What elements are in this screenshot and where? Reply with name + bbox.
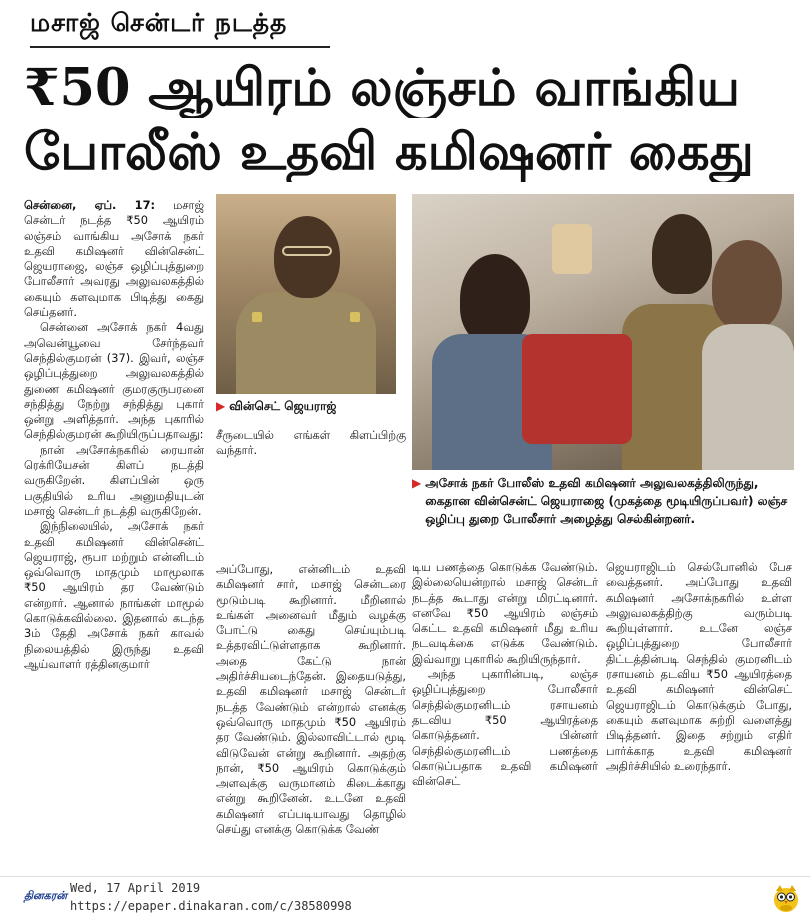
arrest-photo <box>412 194 794 470</box>
glasses-shape <box>282 246 332 256</box>
head-shape <box>274 216 340 298</box>
hand-covering-face <box>552 224 592 274</box>
article-paragraph <box>24 198 204 320</box>
article-kicker: மசாஜ் சென்டர் நடத்த <box>30 8 330 48</box>
triangle-right-icon: ▶ <box>412 476 422 490</box>
article-paragraph: அப்போது, என்னிடம் உதவி கமிஷனர் சார், மசாஜ் சென்டரை மூடும்படி கூறினார். மீறினால் உங்கள் அனைவர் மீதும் வழக்கு போட்டு கைது செய்யும்படி உத்தரவிட்டுள்ளதாக கூறினார். அதை கேட்டு நான் அதிர்ச்சியடைந்தேன். இதையடுத்து, உதவி கமிஷனர் மசாஜ் சென்டர் நடத்த வேண்டும் என்றால் எனக்கு ஒவ்வொரு மாதமும் ₹50 ஆயிரம் தர வேண்டும். இல்லாவிட்டால் மூடி விடுவேன் என்று கூறினார். அதற்கு நான், ₹50 ஆயிரம் கொடுக்கும் அளவுக்கு வருமானம் கிடைக்காது என்று கூறினேன். உடனே உதவி கமிஷனர் எப்படியாவது தொழில் செய்து எனக்கு கொடுக்க வேண் <box>216 562 406 837</box>
caption-text: வின்செட் ஜெயராஜ் <box>229 399 337 413</box>
article-paragraph: ஜெயராஜிடம் செல்போனில் பேச வைத்தனர். அப்போது உதவி கமிஷனர் அசோக்நகரில் உள்ள அலுவலகத்திற்கு வரும்படி கூறியுள்ளார். உடனே லஞ்ச ஒழிப்புத்துறை போலீசார் திட்டத்தின்படி செந்தில் குமரனிடம் ரசாயனம் தடவிய ₹50 ஆயிரத்தை உதவி கமிஷனர் வின்செட் ஜெயராஜிடம் கொடுக்கும் போது, கையும் களவுமாக சுற்றி வளைத்து பிடித்தனர். இதை சற்றும் எதிர் பார்க்காத உதவி கமிஷனர் அதிர்ச்சியில் உரைந்தார். <box>606 560 792 773</box>
shoulder-badge <box>252 312 262 322</box>
article-column-2-continued <box>216 562 406 882</box>
article-paragraph: டிய பணத்தை கொடுக்க வேண்டும். இல்லையென்றால் மசாஜ் சென்டர் நடத்த கூடாது என்று மிரட்டினார். எனவே ₹50 ஆயிரம் லஞ்சம் கெட்ட உதவி கமிஷனர் மீது உரிய நடவடிக்கை எடுக்க வேண்டும். இவ்வாறு புகாரில் கூறியிருந்தார். <box>412 560 598 666</box>
article-column-1 <box>24 198 204 888</box>
article-column-2 <box>216 428 406 556</box>
portrait-caption <box>216 397 396 417</box>
article-paragraph: சீருடையில் எங்கள் கிளப்பிற்கு வந்தார். <box>216 428 406 458</box>
article-paragraph: அந்த புகாரின்படி, லஞ்ச ஒழிப்புத்துறை போலீசார் செந்தில்குமரனிடம் ரசாயனம் தடவிய ₹50 ஆயிரத்தை கொடுத்தனர். பின்னர் செந்தில்குமரனிடம் பணத்தை கொடுப்பதாக உதவி கமிஷனர் வின்செட் <box>412 667 598 789</box>
uniform-shape <box>236 292 376 394</box>
shirt-shape <box>702 324 794 470</box>
shoulder-badge <box>350 312 360 322</box>
article-column-4 <box>606 560 792 880</box>
paragraph-text: மசாஜ் சென்டர் நடத்த ₹50 ஆயிரம் லஞ்சம் வாங்கிய அசோக் நகர் உதவி கமிஷனர் வின்சென்ட் ஜெயராஜை, லஞ்ச ஒழிப்புத்துறை போலீசார் அவரது அலுவலகத்தில் கையும் களவுமாக பிடித்து கைது செய்தனர். <box>24 198 204 320</box>
publish-date: Wed, 17 April 2019 <box>70 881 201 895</box>
article-paragraph: சென்னை அசோக் நகர் 4வது அவென்யூவை சேர்ந்தவர் செந்தில்குமரன் (37). இவர், லஞ்ச ஒழிப்புத்துறை அலுவலகத்தில் துணை கமிஷனர் குமரகுருபரனை சந்தித்து நேற்று சந்தித்து புகார் ஒன்று அளித்தார். அந்த புகாரில் செந்தில்குமரன் கூறியிருப்பதாவது: <box>24 320 204 442</box>
headline-line-2: போலீஸ் உதவி கமிஷனர் கைது <box>24 122 754 182</box>
dinakaran-logo: தினகரன் <box>24 889 68 902</box>
headline-line-1: ₹50 ஆயிரம் லஞ்சம் வாங்கிய <box>24 58 740 118</box>
caption-text: அசோக் நகர் போலீஸ் உதவி கமிஷனர் அலுவலகத்திலிருந்து, கைதான வின்சென்ட் ஜெயராஜை (முகத்தை மூடியிருப்பவர்) லஞ்ச ஒழிப்பு துறை போலீசார் அழைத்து செல்கின்றனர். <box>425 476 788 526</box>
face-covering-cloth <box>522 334 632 444</box>
epaper-footer <box>0 876 810 919</box>
person-head <box>460 254 530 344</box>
epaper-url[interactable]: https://epaper.dinakaran.com/c/38580998 <box>70 899 352 913</box>
portrait-photo <box>216 194 396 394</box>
police-officer-head <box>652 214 712 294</box>
arrest-photo-caption <box>412 474 796 554</box>
owl-icon <box>772 883 800 913</box>
article-paragraph: நான் அசோக்நகரில் ரையான் ரெக்ரியேசன் கிளப் நடத்தி வருகிறேன். கிளப்பின் ஒரு பகுதியில் உரிய அனுமதியுடன் மசாஜ் சென்டர் நடத்தி வருகிறேன். <box>24 442 204 518</box>
triangle-right-icon: ▶ <box>216 399 226 413</box>
person-head <box>712 240 782 330</box>
dateline: சென்னை, ஏப். 17: <box>24 198 156 212</box>
article-paragraph: இந்நிலையில், அசோக் நகர் உதவி கமிஷனர் வின்சென்ட் ஜெயராஜ், ரூபா மற்றும் என்னிடம் ஒவ்வொரு மாதமும் மாமூலாக ₹50 ஆயிரம் தர வேண்டும் என்றார். ஆனால் நாங்கள் மாமூல் கொடுக்கவில்லை. இதனால் கடந்த 3ம் தேதி அசோக் நகர் காவல் நிலையத்தில் இருந்து உதவி ஆய்வாளர் ரத்தினகுமார் <box>24 519 204 671</box>
article-column-3 <box>412 560 598 880</box>
